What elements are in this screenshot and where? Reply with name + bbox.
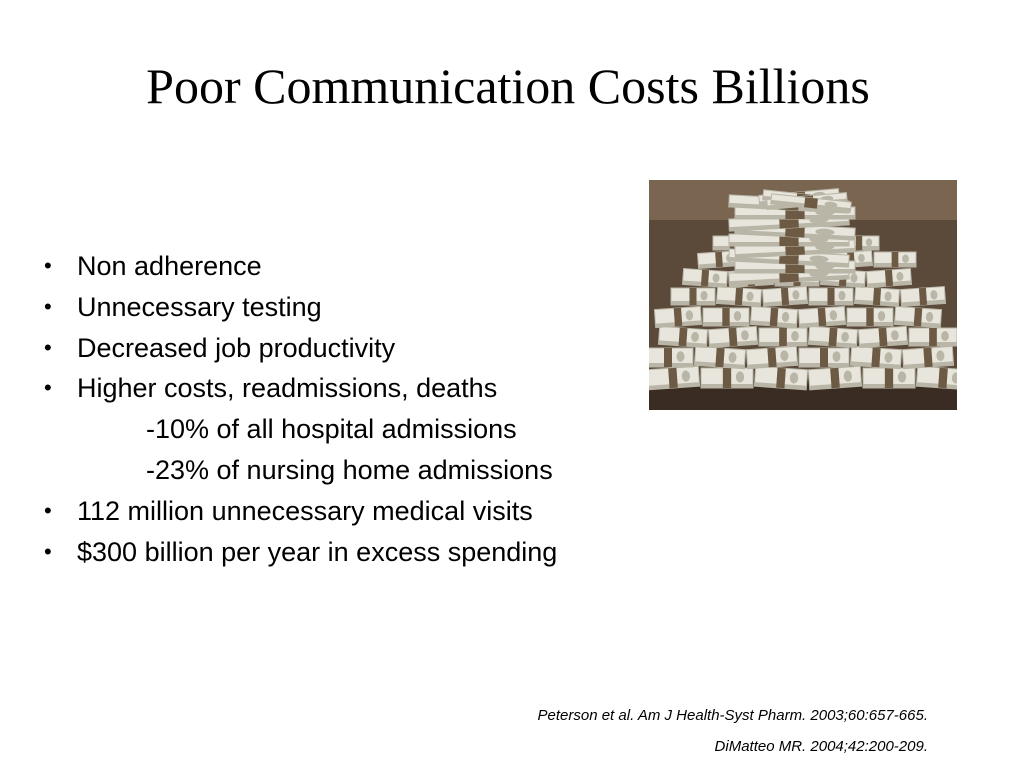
bill-bundle	[708, 326, 757, 347]
bullet-marker: •	[44, 497, 52, 523]
slide-title: Poor Communication Costs Billions	[146, 58, 870, 114]
bill-bundle	[649, 348, 693, 367]
bullet-text: $300 billion per year in excess spending	[77, 536, 558, 567]
bill-bundle	[701, 368, 753, 388]
bill-bundle	[847, 308, 893, 326]
bill-bundle	[682, 268, 727, 287]
bill-bundle	[671, 288, 715, 305]
bullet-item	[44, 491, 644, 532]
bill-bundle	[902, 346, 953, 368]
bullet-marker: •	[44, 334, 52, 360]
sub-bullet-item	[44, 450, 644, 491]
bill-bundle	[746, 346, 797, 368]
bill-bundle	[900, 286, 945, 306]
bill-bundle	[858, 326, 907, 347]
citation-line: DiMatteo MR. 2004;42:200-209.	[714, 738, 928, 755]
bill-bundle	[799, 348, 849, 367]
bill-bundle	[759, 328, 807, 346]
bill-bundle	[850, 346, 901, 368]
bill-bundle	[658, 326, 707, 347]
bill-bundle	[809, 288, 853, 305]
bill-bundle	[909, 328, 957, 346]
bill-bundle	[866, 268, 911, 287]
sub-bullet-text: -10% of all hospital admissions	[146, 414, 517, 445]
bullet-text: 112 million unnecessary medical visits	[77, 495, 533, 526]
bill-bundle	[798, 306, 845, 327]
bullet-marker: •	[44, 375, 52, 401]
bill-bundle	[750, 306, 797, 327]
bill-bundle	[654, 306, 701, 327]
bill-bundle	[808, 366, 861, 390]
bill-bundle	[894, 306, 941, 327]
bullet-item	[44, 532, 644, 573]
bullet-text: Unnecessary testing	[77, 291, 322, 322]
bill-bundle	[649, 366, 700, 390]
money-stacks-photo	[649, 180, 957, 410]
bill-bundle	[863, 368, 915, 388]
bill-bundle	[762, 286, 807, 306]
bill-bundle	[754, 366, 807, 390]
bullet-text: Higher costs, readmissions, deaths	[77, 373, 498, 404]
bill-bundle	[874, 252, 916, 267]
bill-bundle	[716, 286, 761, 306]
bill-bundle	[916, 366, 957, 390]
bill-bundle	[703, 308, 749, 326]
bullet-item	[44, 328, 644, 369]
bullet-marker: •	[44, 293, 52, 319]
money-stacks-illustration	[649, 180, 957, 410]
bullet-item	[44, 368, 644, 409]
sub-bullet-item	[44, 409, 644, 450]
bullet-list	[44, 246, 644, 572]
bullet-text: Non adherence	[77, 251, 262, 281]
bullet-item	[44, 287, 644, 328]
bullet-text: Decreased job productivity	[77, 332, 396, 363]
citations	[538, 700, 928, 762]
sub-bullet-text: -23% of nursing home admissions	[146, 454, 553, 485]
bill-bundle	[808, 326, 857, 347]
bill-bundle	[694, 346, 745, 368]
bill-bundle	[854, 286, 899, 306]
bullet-item	[44, 246, 644, 287]
citation-line: Peterson et al. Am J Health-Syst Pharm. 2003;60:657-665.	[537, 707, 928, 724]
bullet-marker: •	[44, 253, 52, 278]
bullet-marker: •	[44, 538, 52, 564]
